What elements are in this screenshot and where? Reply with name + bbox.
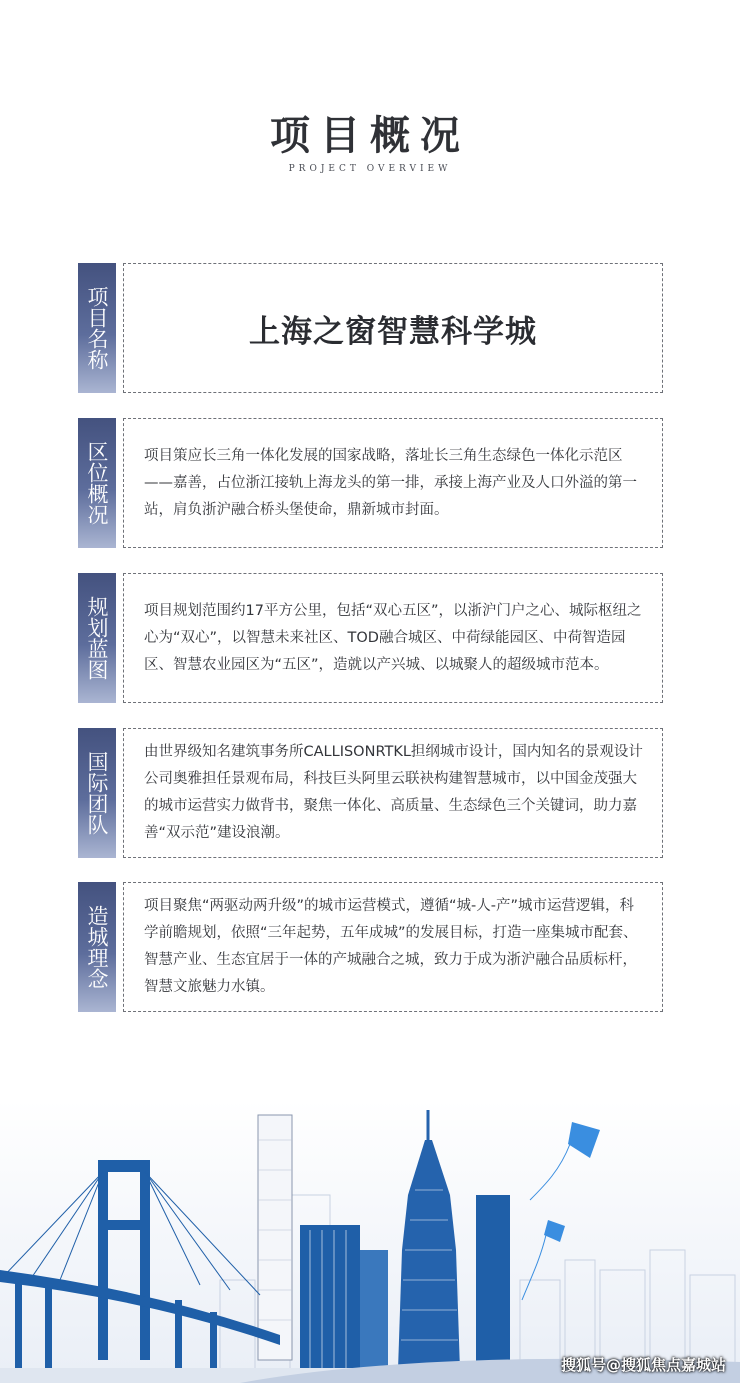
section-label: 项目名称 xyxy=(85,286,109,370)
section-label-box xyxy=(78,418,116,548)
page-subtitle: PROJECT OVERVIEW xyxy=(288,164,452,174)
section-content: 项目聚焦“两驱动两升级”的城市运营模式，遵循“城-人-产”城市运营逻辑，科学前瞻规划，依照“三年起势，五年成城”的发展目标，打造一座集城市配套、智慧产业、生态宜居于一体的产城融合之城，致力于成为浙沪融合品质标杆，智慧文旅魅力水镇。 xyxy=(144,898,638,995)
section-concept xyxy=(78,882,663,1012)
section-content-box xyxy=(123,728,663,858)
section-content: 项目策应长三角一体化发展的国家战略，落址长三角生态绿色一体化示范区——嘉善，占位浙江接轨上海龙头的第一排，承接上海产业及人口外溢的第一站，肩负浙沪融合桥头堡使命，鼎新城市封面。 xyxy=(144,447,637,518)
section-project-name xyxy=(78,263,663,393)
section-label-box xyxy=(78,882,116,1012)
page-title: 项目概况 xyxy=(270,112,470,159)
section-team xyxy=(78,728,663,858)
section-location xyxy=(78,418,663,548)
section-content: 项目规划范围约17平方公里，包括“双心五区”，以浙沪门户之心、城际枢纽之心为“双心”，以智慧未来社区、TOD融合城区、中荷绿能园区、中荷智造园区、智慧农业园区为“五区”，造就以产兴城、以城聚人的超级城市范本。 xyxy=(144,602,642,673)
section-label: 区位概况 xyxy=(85,441,109,525)
section-content-box xyxy=(123,263,663,393)
section-content: 由世界级知名建筑事务所CALLISONRTKL担纲城市设计，国内知名的景观设计公司奥雅担任景观布局，科技巨头阿里云联袂构建智慧城市，以中国金茂强大的城市运营实力做背书，聚焦一体化、高质量、生态绿色三个关键词，助力嘉善“双示范”建设浪潮。 xyxy=(144,744,643,841)
section-label: 国际团队 xyxy=(85,751,109,835)
section-label-box xyxy=(78,263,116,393)
city-skyline-illustration xyxy=(0,1100,740,1383)
project-name: 上海之窗智慧科学城 xyxy=(249,313,537,350)
section-label: 规划蓝图 xyxy=(85,596,109,680)
section-content-box xyxy=(123,882,663,1012)
watermark: 搜狐号@搜狐焦点嘉城站 xyxy=(560,1356,726,1374)
section-blueprint xyxy=(78,573,663,703)
section-content-box xyxy=(123,418,663,548)
section-label-box xyxy=(78,573,116,703)
section-label: 造城理念 xyxy=(85,905,109,989)
section-content-box xyxy=(123,573,663,703)
section-label-box xyxy=(78,728,116,858)
